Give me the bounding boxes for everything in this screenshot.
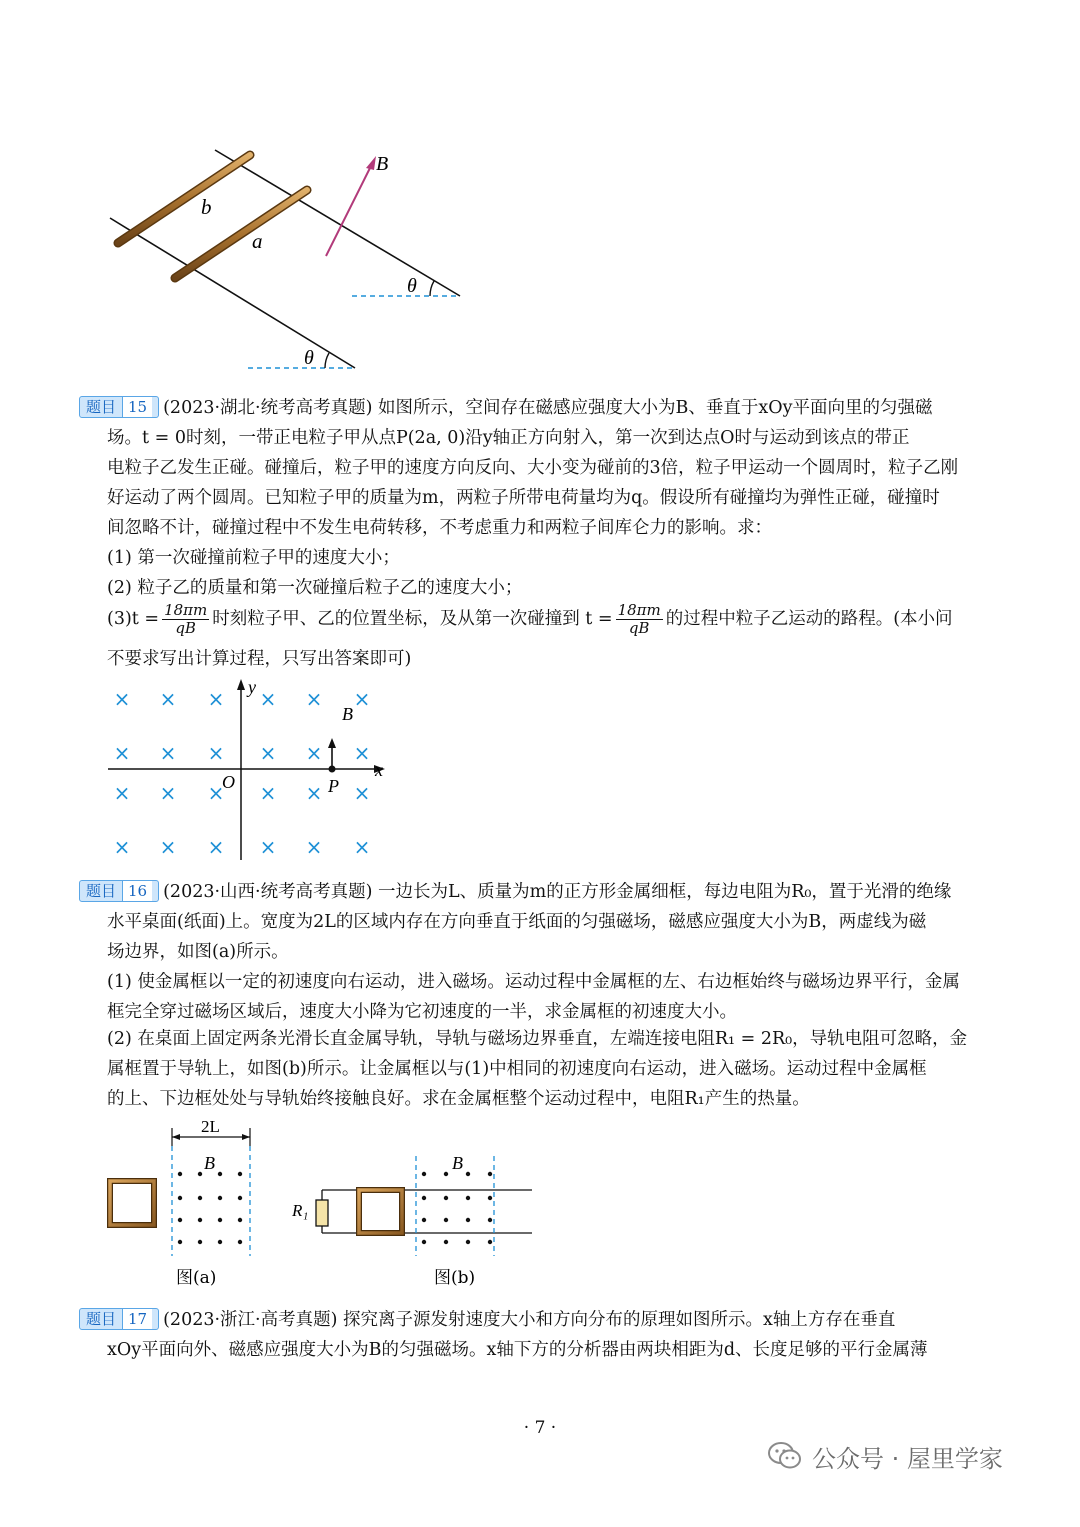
label-b: b xyxy=(201,195,212,219)
field-cross: × xyxy=(259,741,277,765)
point-P xyxy=(329,766,336,773)
q15-tag: 题目 15 xyxy=(79,396,159,418)
q15-part-3: (3)t = $\frac{18\pi m}{qB}$ 时刻粒子甲、乙的位置坐标，及从第一次碰撞到 t = $\frac{18\pi m}{qB}$ 的过程中粒子乙运动的路程。(本小问 xyxy=(107,601,953,637)
q16-line-7: 属框置于导轨上，如图(b)所示。让金属框以与(1)中相同的初速度向右运动，进入磁场。运动过程中金属框 xyxy=(107,1059,927,1079)
field-cross: × xyxy=(159,781,177,805)
field-dot xyxy=(178,1218,182,1222)
field-dot xyxy=(466,1240,470,1244)
resistor-R1 xyxy=(316,1200,328,1226)
field-cross: × xyxy=(353,687,371,711)
watermark-text: 公众号 · 屋里学家 xyxy=(812,1444,1003,1473)
field-cross: × xyxy=(159,741,177,765)
field-dot xyxy=(444,1240,448,1244)
metal-frame-a-inner xyxy=(110,1181,154,1225)
field-dot xyxy=(178,1240,182,1244)
q15-line-4: 好运动了两个圆周。已知粒子甲的质量为m，两粒子所带电荷量均为q。假设所有碰撞均为弹性正碰，碰撞时 xyxy=(107,488,940,508)
label-P: P xyxy=(328,776,339,796)
caption-b: 图(b) xyxy=(434,1268,476,1288)
wechat-icon xyxy=(768,1441,802,1471)
field-cross: × xyxy=(353,741,371,765)
q16-number: 16 xyxy=(122,881,152,901)
q17-line-2: xOy平面向外、磁感应强度大小为B的匀强磁场。x轴下方的分析器由两块相距为d、长度足够的平行金属薄 xyxy=(107,1340,928,1360)
width-arrowhead-left xyxy=(172,1134,180,1140)
label-B: B xyxy=(376,153,389,175)
field-dot xyxy=(444,1196,448,1200)
field-cross: × xyxy=(159,687,177,711)
field-dot xyxy=(238,1172,242,1176)
field-dot xyxy=(198,1218,202,1222)
field-crosses xyxy=(114,687,371,859)
field-dot xyxy=(238,1240,242,1244)
field-dot xyxy=(488,1196,492,1200)
field-cross: × xyxy=(113,835,131,859)
field-cross: × xyxy=(259,781,277,805)
q17-text-1: (2023·浙江·高考真题) 探究离子源发射速度大小和方向分布的原理如图所示。x轴上方存在垂直 xyxy=(163,1310,896,1330)
field-dot xyxy=(198,1172,202,1176)
field-dot xyxy=(198,1196,202,1200)
field-cross: × xyxy=(207,741,225,765)
field-cross: × xyxy=(207,687,225,711)
field-dot xyxy=(218,1196,222,1200)
fraction-18pim-qB-2: $\frac{18\pi m}{qB}$ xyxy=(617,601,661,637)
field-cross: × xyxy=(159,835,177,859)
q15-line-2: 场。t = 0时刻，一带正电粒子甲从点P(2a, 0)沿y轴正方向射入，第一次到达点O时与运动到该点的带正 xyxy=(107,428,910,448)
width-arrowhead-right xyxy=(242,1134,250,1140)
q15-number: 15 xyxy=(122,397,152,417)
label-B-field: B xyxy=(342,704,353,724)
q15-line-5: 间忽略不计，碰撞过程中不发生电荷转移，不考虑重力和两粒子间库仑力的影响。求： xyxy=(107,518,772,538)
field-dot xyxy=(198,1240,202,1244)
q16-line-1 xyxy=(79,877,951,907)
field-dot xyxy=(238,1218,242,1222)
figure-inclined-rails xyxy=(100,140,480,380)
field-B-arrowhead xyxy=(366,156,376,170)
velocity-arrowhead xyxy=(328,738,336,748)
label-theta-back: θ xyxy=(407,275,417,297)
field-cross: × xyxy=(207,781,225,805)
field-dot xyxy=(422,1172,426,1176)
metal-frame-b xyxy=(359,1190,402,1233)
metal-frame-a xyxy=(110,1181,154,1225)
field-dot xyxy=(466,1218,470,1222)
field-cross: × xyxy=(305,741,323,765)
field-dot xyxy=(444,1218,448,1222)
field-dot xyxy=(238,1196,242,1200)
angle-arc-back xyxy=(430,281,434,296)
field-cross: × xyxy=(305,835,323,859)
q16-line-5: 框完全穿过磁场区域后，速度大小降为它初速度的一半，求金属框的初速度大小。 xyxy=(107,1002,737,1022)
label-x: x xyxy=(375,760,383,780)
q16-tag: 题目 16 xyxy=(79,880,159,902)
field-cross: × xyxy=(259,687,277,711)
q16-part-1: (1) 使金属框以一定的初速度向右运动，进入磁场。运动过程中金属框的左、右边框始终与磁场边界平行，金属 xyxy=(107,972,960,992)
q15-line-1 xyxy=(79,393,932,423)
field-dot xyxy=(218,1172,222,1176)
label-2L: 2L xyxy=(201,1117,220,1136)
field-dot xyxy=(488,1172,492,1176)
field-dot xyxy=(218,1240,222,1244)
field-dots-a xyxy=(178,1172,242,1244)
y-axis-arrow xyxy=(237,679,245,690)
field-dot xyxy=(488,1240,492,1244)
label-O: O xyxy=(222,772,235,792)
field-dot xyxy=(178,1196,182,1200)
figure-q16 xyxy=(100,1116,540,1292)
q17-number: 17 xyxy=(122,1309,152,1329)
rod-b-shine xyxy=(118,155,250,243)
caption-a: 图(a) xyxy=(176,1268,217,1288)
q16-part-2: (2) 在桌面上固定两条光滑长直金属导轨，导轨与磁场边界垂直，左端连接电阻R₁ = 2R₀，导轨电阻可忽略，金 xyxy=(107,1029,968,1049)
metal-frame-b-inner xyxy=(359,1190,402,1233)
label-theta-front: θ xyxy=(304,347,314,369)
field-B-arrow xyxy=(326,164,372,256)
label-R1: R₁ xyxy=(292,1201,309,1220)
field-dot xyxy=(466,1172,470,1176)
q15-part-1: (1) 第一次碰撞前粒子甲的速度大小； xyxy=(107,548,400,568)
label-B-a: B xyxy=(204,1153,215,1173)
field-dot xyxy=(444,1172,448,1176)
field-dot xyxy=(218,1218,222,1222)
q17-line-1 xyxy=(79,1305,895,1335)
angle-arc-front xyxy=(325,353,329,368)
field-cross: × xyxy=(305,687,323,711)
field-cross: × xyxy=(113,741,131,765)
field-dot xyxy=(422,1196,426,1200)
q16-line-2: 水平桌面(纸面)上。宽度为2L的区域内存在方向垂直于纸面的匀强磁场，磁感应强度大小为B，两虚线为磁 xyxy=(107,912,927,932)
field-dot xyxy=(422,1218,426,1222)
q17-tag: 题目 17 xyxy=(79,1308,159,1330)
field-cross: × xyxy=(305,781,323,805)
field-cross: × xyxy=(113,687,131,711)
q16-line-3: 场边界，如图(a)所示。 xyxy=(107,942,289,962)
watermark xyxy=(768,1436,1003,1476)
q16-line-8: 的上、下边框处处与导轨始终接触良好。求在金属框整个运动过程中，电阻R₁产生的热量。 xyxy=(107,1089,810,1109)
field-dot xyxy=(488,1218,492,1222)
q15-text-1: (2023·湖北·统考高考真题) 如图所示，空间存在磁感应强度大小为B、垂直于xOy平面向里的匀强磁 xyxy=(163,398,933,418)
figure-q15-field xyxy=(100,676,400,866)
field-cross: × xyxy=(113,781,131,805)
field-dot xyxy=(178,1172,182,1176)
page-number: · 7 · xyxy=(523,1418,557,1438)
field-cross: × xyxy=(353,835,371,859)
label-B-b: B xyxy=(452,1153,463,1173)
q15-line-9: 不要求写出计算过程，只写出答案即可) xyxy=(107,649,412,669)
label-y: y xyxy=(248,677,256,697)
field-dot xyxy=(466,1196,470,1200)
fraction-18pim-qB: $\frac{18\pi m}{qB}$ xyxy=(164,601,208,637)
q15-line-3: 电粒子乙发生正碰。碰撞后，粒子甲的速度方向反向、大小变为碰前的3倍，粒子甲运动一个圆周时，粒子乙刚 xyxy=(107,458,959,478)
q16-text-1: (2023·山西·统考高考真题) 一边长为L、质量为m的正方形金属细框，每边电阻为R₀，置于光滑的绝缘 xyxy=(163,882,952,902)
label-a: a xyxy=(252,229,263,253)
field-dot xyxy=(422,1240,426,1244)
field-cross: × xyxy=(207,835,225,859)
q15-part-2: (2) 粒子乙的质量和第一次碰撞后粒子乙的速度大小； xyxy=(107,578,523,598)
rod-a-shine xyxy=(175,190,307,278)
field-cross: × xyxy=(353,781,371,805)
field-cross: × xyxy=(259,835,277,859)
